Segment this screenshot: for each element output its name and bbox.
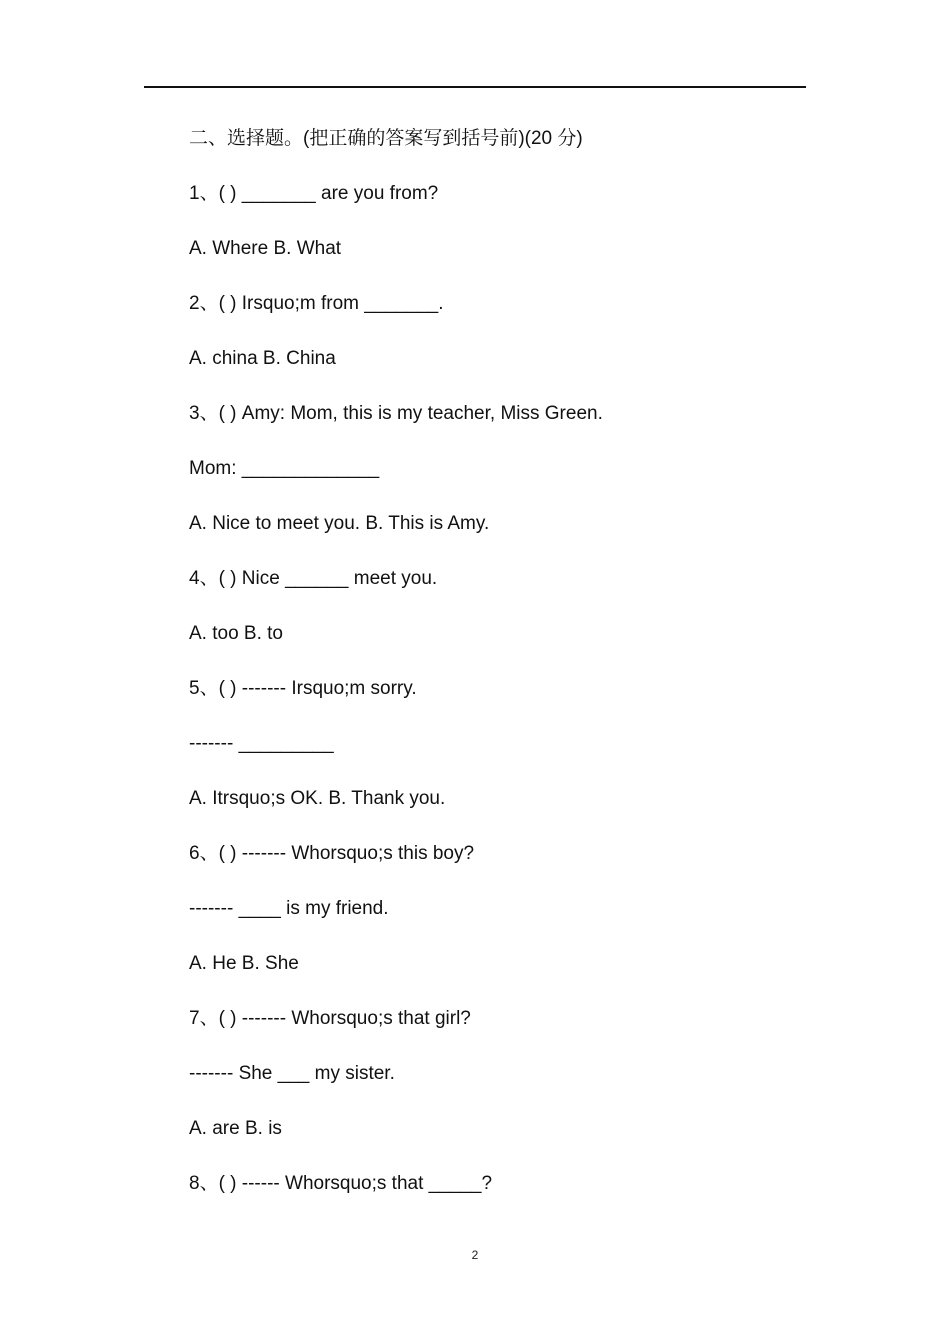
question-2: 2、( ) Irsquo;m from _______. (189, 293, 444, 314)
question-6-response: ------- ____ is my friend. (189, 898, 389, 919)
question-4-options: A. too B. to (189, 623, 283, 644)
question-7: 7、( ) ------- Whorsquo;s that girl? (189, 1008, 471, 1029)
question-7-options: A. are B. is (189, 1118, 282, 1139)
question-6: 6、( ) ------- Whorsquo;s this boy? (189, 843, 475, 864)
question-8: 8、( ) ------ Whorsquo;s that _____? (189, 1173, 493, 1194)
question-5-response: ------- _________ (189, 733, 334, 754)
question-3: 3、( ) Amy: Mom, this is my teacher, Miss Green. (189, 403, 603, 424)
question-1: 1、( ) _______ are you from? (189, 183, 439, 204)
question-6-options: A. He B. She (189, 953, 299, 974)
question-4: 4、( ) Nice ______ meet you. (189, 568, 438, 589)
question-3-options: A. Nice to meet you. B. This is Amy. (189, 513, 490, 534)
section-title: 二、选择题。(把正确的答案写到括号前)(20 分) (189, 128, 583, 149)
page-number: 2 (471, 1248, 479, 1262)
question-1-options: A. Where B. What (189, 238, 342, 259)
question-3-response: Mom: _____________ (189, 458, 380, 479)
question-section (189, 124, 809, 1224)
question-5-options: A. Itrsquo;s OK. B. Thank you. (189, 788, 446, 809)
question-5: 5、( ) ------- Irsquo;m sorry. (189, 678, 417, 699)
question-2-options: A. china B. China (189, 348, 336, 369)
header-rule (144, 86, 806, 88)
question-7-response: ------- She ___ my sister. (189, 1063, 395, 1084)
